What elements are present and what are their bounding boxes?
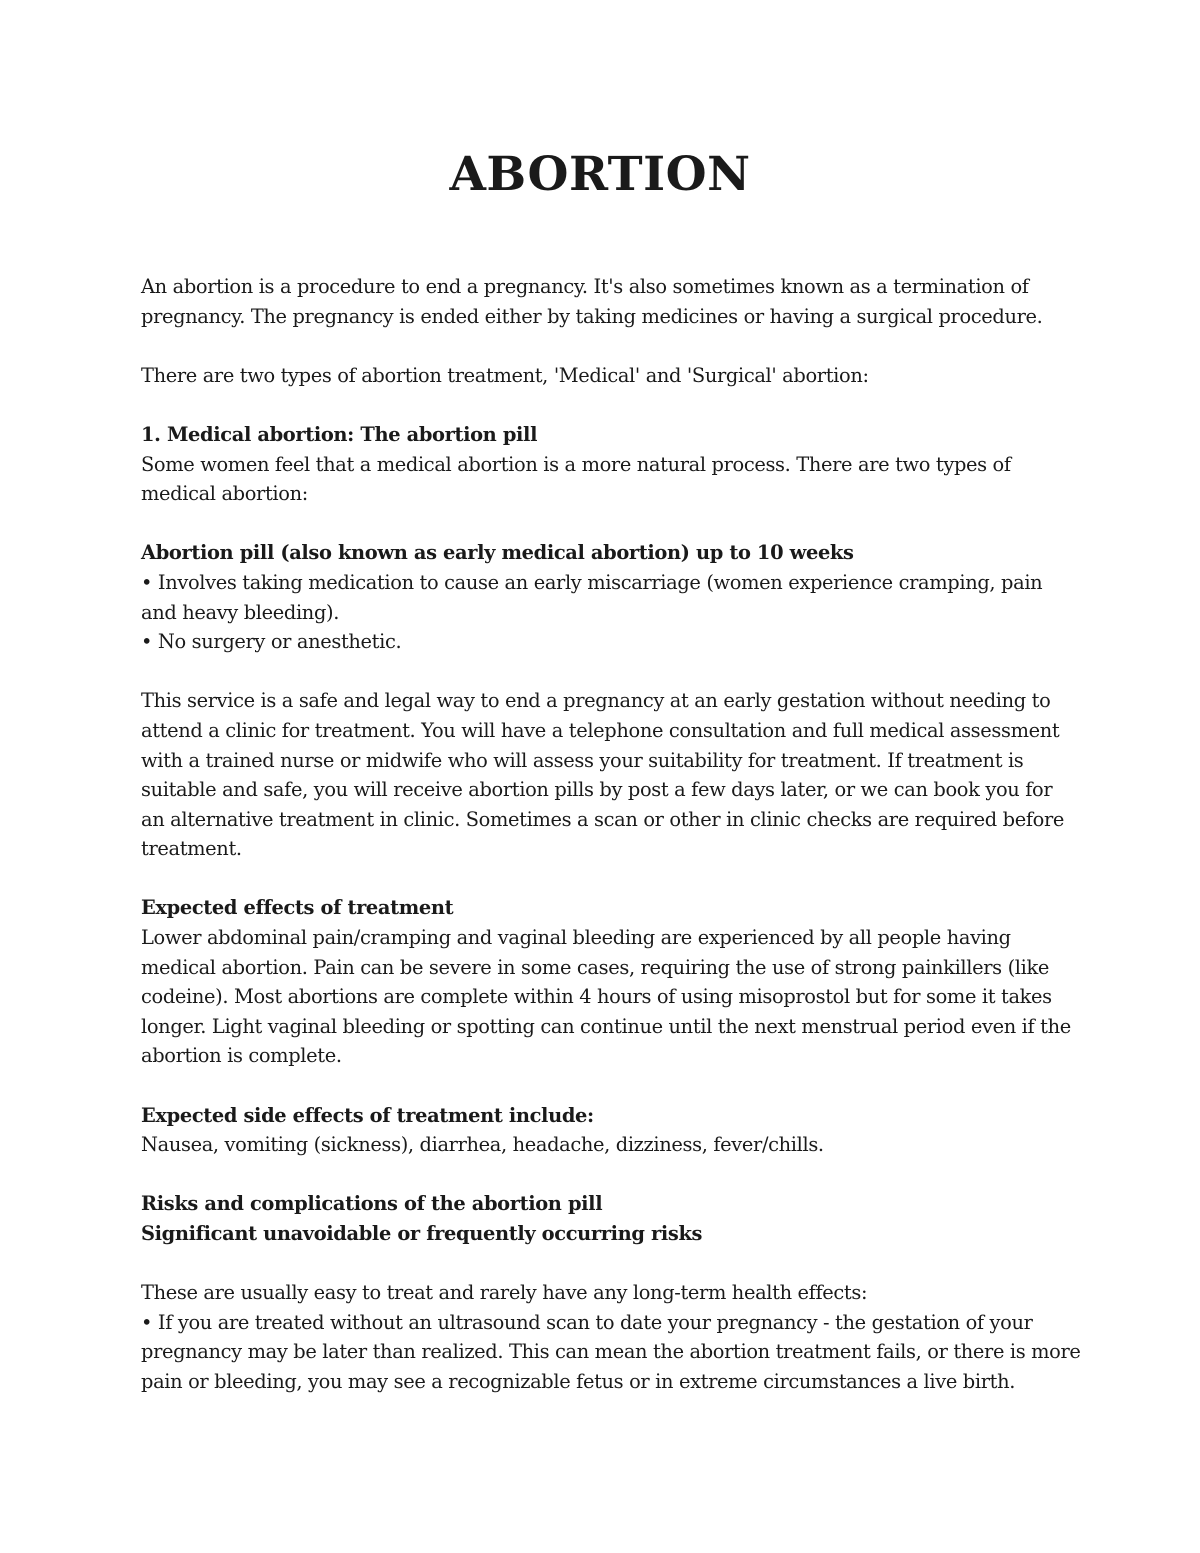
- bullet-line: • If you are treated without an ultrasound scan to date your pregnancy - the gestation of your: [141, 1310, 1033, 1334]
- medical-intro-paragraph: [141, 450, 1071, 509]
- paragraph-gap: [141, 509, 1071, 539]
- risks-bullet: [141, 1308, 1081, 1397]
- risks-intro: These are usually easy to treat and rarely have any long-term health effects:: [141, 1281, 868, 1305]
- risks-heading: Risks and complications of the abortion pill: [141, 1192, 603, 1216]
- paragraph-gap: [141, 864, 1071, 894]
- intro-paragraph: [141, 272, 1071, 331]
- expected-effects-heading: Expected effects of treatment: [141, 896, 454, 920]
- bullet-line: • Involves taking medication to cause an early miscarriage (women experience cramping, pain: [141, 570, 1043, 594]
- side-effects-heading: Expected side effects of treatment include:: [141, 1103, 594, 1127]
- text-line: medical abortion:: [141, 482, 308, 506]
- paragraph-gap: [141, 657, 1071, 687]
- document-body: [141, 272, 1081, 1397]
- side-effects-text: Nausea, vomiting (sickness), diarrhea, headache, dizziness, fever/chills.: [141, 1133, 824, 1157]
- paragraph-gap: [141, 1249, 1071, 1279]
- text-line: treatment.: [141, 837, 242, 861]
- bullet-line: • No surgery or anesthetic.: [141, 630, 402, 654]
- medical-abortion-heading: 1. Medical abortion: The abortion pill: [141, 422, 538, 446]
- bullet-line: pain or bleeding, you may see a recognizable fetus or in extreme circumstances a live birth.: [141, 1369, 1016, 1393]
- paragraph-gap: [141, 390, 1071, 420]
- abortion-pill-bullets: [141, 568, 1071, 657]
- text-line: codeine). Most abortions are complete within 4 hours of using misoprostol but for some it takes: [141, 985, 1052, 1009]
- service-paragraph: [141, 686, 1071, 864]
- text-line: suitable and safe, you will receive abortion pills by post a few days later, or we can book you for: [141, 778, 1053, 802]
- paragraph-gap: [141, 1160, 1071, 1190]
- bullet-line: pregnancy may be later than realized. This can mean the abortion treatment fails, or there is more: [141, 1340, 1081, 1364]
- text-line: attend a clinic for treatment. You will have a telephone consultation and full medical assessment: [141, 718, 1060, 742]
- paragraph-gap: [141, 1071, 1071, 1101]
- text-line: with a trained nurse or midwife who will assess your suitability for treatment. If treatment is: [141, 748, 1024, 772]
- bullet-line: and heavy bleeding).: [141, 600, 340, 624]
- text-line: An abortion is a procedure to end a pregnancy. It's also sometimes known as a termination of: [141, 275, 1029, 298]
- text-line: longer. Light vaginal bleeding or spotting can continue until the next menstrual period even if the: [141, 1014, 1071, 1038]
- paragraph-gap: [141, 331, 1071, 361]
- expected-effects-paragraph: [141, 923, 1071, 1071]
- text-line: This service is a safe and legal way to end a pregnancy at an early gestation without needing to: [141, 689, 1051, 713]
- text-line: abortion is complete.: [141, 1044, 342, 1068]
- types-intro: There are two types of abortion treatment, 'Medical' and 'Surgical' abortion:: [141, 363, 869, 387]
- text-line: an alternative treatment in clinic. Sometimes a scan or other in clinic checks are required before: [141, 807, 1065, 831]
- text-line: medical abortion. Pain can be severe in some cases, requiring the use of strong painkillers (like: [141, 955, 1050, 979]
- text-line: Some women feel that a medical abortion is a more natural process. There are two types of: [141, 452, 1011, 476]
- text-line: Lower abdominal pain/cramping and vaginal bleeding are experienced by all people having: [141, 926, 1011, 950]
- text-line: pregnancy. The pregnancy is ended either by taking medicines or having a surgical procedure.: [141, 304, 1043, 328]
- document-title: ABORTION: [449, 147, 751, 202]
- abortion-pill-heading: Abortion pill (also known as early medical abortion) up to 10 weeks: [141, 541, 854, 565]
- risks-subheading: Significant unavoidable or frequently occurring risks: [141, 1222, 703, 1245]
